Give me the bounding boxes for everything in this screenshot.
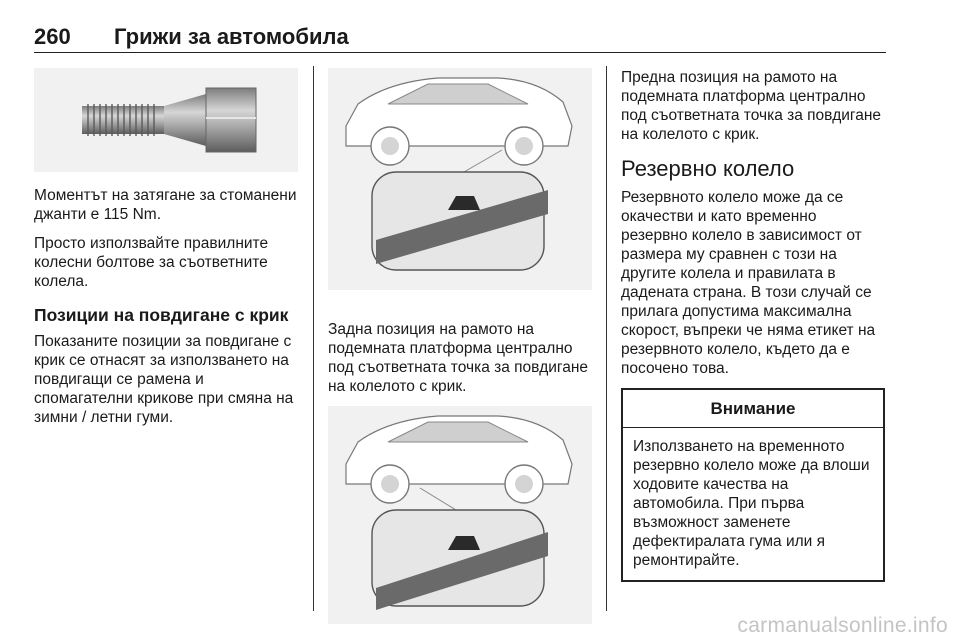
right-column [621, 68, 885, 582]
section-heading-spare-wheel: Резервно колело [621, 156, 795, 181]
front-lift-point-illustration [328, 406, 592, 624]
notice-title: Внимание [623, 390, 883, 428]
middle-column [328, 68, 592, 624]
bolts-paragraph: Просто използвайте правилните колесни болтове за съответните колела. [34, 235, 269, 290]
section-heading-lifting-points: Позиции на повдигане с крик [34, 305, 289, 325]
lifting-points-paragraph: Показаните позиции за повдигане с крик се отнасят за използването на повдигащи се рамена и спомагателни крикове при смяна на зимни / летни гуми. [34, 333, 294, 426]
page-header [34, 22, 886, 53]
torque-paragraph: Моментът на затягане за стоманени джанти е 115 Nm. [34, 187, 297, 223]
wheel-bolt-illustration [34, 68, 298, 172]
caution-notice [621, 388, 885, 582]
column-divider [606, 66, 607, 611]
rear-lift-caption: Задна позиция на рамото на подемната платформа централно под съответната точка за повдигане на колелото с крик. [328, 321, 589, 395]
car-lift-point-icon [328, 68, 592, 290]
notice-text: Използването на временното резервно колело може да влоши ходовите качества на автомобила. При първа възможност заменете дефектиралата гума или я ремонтирайте. [633, 438, 870, 569]
column-divider [313, 66, 314, 611]
rear-lift-point-illustration [328, 68, 592, 290]
watermark: carmanualsonline.info [737, 614, 948, 637]
spare-wheel-paragraph: Резервното колело може да се окачестви и като временно резервно колело в зависимост от размера му сравнен с този на другите колела и правилата в дадената страна. В този случай се прилага допустима максимална скорост, въпреки че няма етикет на резервното колело, където да е посочено това. [621, 189, 876, 377]
car-lift-point-icon [328, 406, 592, 624]
wheel-bolt-icon [34, 68, 298, 172]
left-column [34, 68, 298, 437]
page-number: 260 [34, 24, 71, 49]
page-title: Грижи за автомобила [114, 24, 349, 49]
front-lift-caption: Предна позиция на рамото на подемната платформа централно под съответната точка за повдигане на колелото с крик. [621, 69, 882, 143]
